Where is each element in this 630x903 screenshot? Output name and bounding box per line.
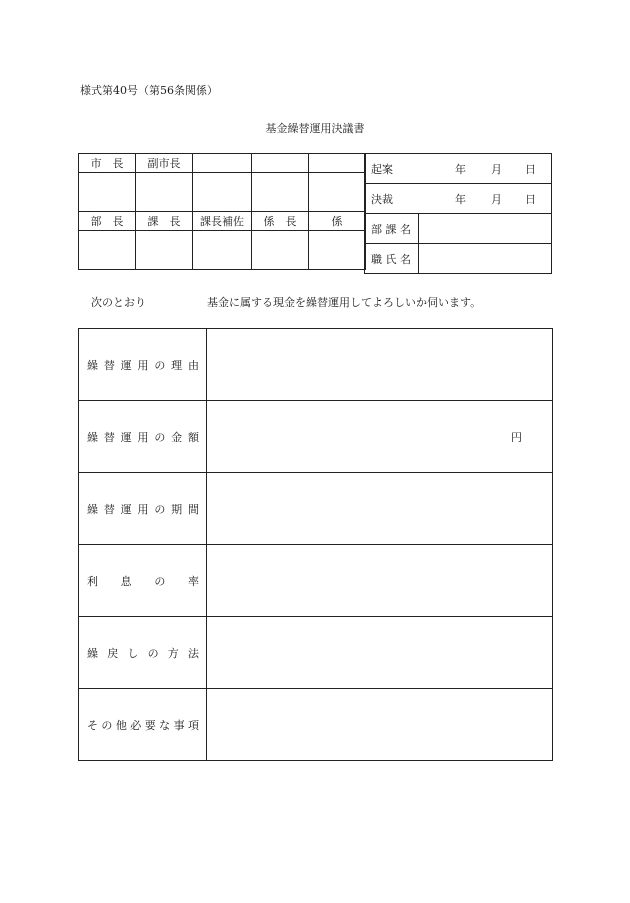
stamp-box[interactable] bbox=[252, 173, 309, 212]
approval-label-assistant-chief: 課長補佐 bbox=[193, 212, 252, 231]
yen-unit: 円 bbox=[511, 430, 522, 444]
stamp-box[interactable] bbox=[193, 173, 252, 212]
day-label: 日 bbox=[525, 162, 536, 176]
form-number: 様式第40号（第56条関係） bbox=[80, 84, 218, 97]
detail-row-repayment bbox=[79, 617, 553, 689]
detail-label: 繰替運用の金額 bbox=[79, 401, 207, 473]
staff-name-field[interactable] bbox=[419, 244, 552, 274]
drafted-label: 起案 bbox=[371, 162, 393, 176]
stamp-box[interactable] bbox=[309, 173, 366, 212]
stamp-box[interactable] bbox=[309, 231, 366, 270]
detail-label: 利息の率 bbox=[79, 545, 207, 617]
other-field[interactable] bbox=[207, 689, 553, 761]
month-label: 月 bbox=[491, 192, 502, 206]
period-field[interactable] bbox=[207, 473, 553, 545]
approval-label-subsection-chief: 係 長 bbox=[252, 212, 309, 231]
stamp-box[interactable] bbox=[79, 173, 136, 212]
detail-table bbox=[78, 328, 553, 761]
detail-row-reason bbox=[79, 329, 553, 401]
detail-label: その他必要な事項 bbox=[79, 689, 207, 761]
year-label: 年 bbox=[455, 192, 466, 206]
stamp-box[interactable] bbox=[79, 231, 136, 270]
draft-info-table bbox=[364, 153, 552, 274]
day-label: 日 bbox=[525, 192, 536, 206]
approval-label-mayor: 市 長 bbox=[79, 154, 136, 173]
detail-row-interest bbox=[79, 545, 553, 617]
intro-statement: 基金に属する現金を繰替運用してよろしいか伺います。 bbox=[207, 296, 482, 309]
department-field[interactable] bbox=[419, 214, 552, 244]
year-label: 年 bbox=[455, 162, 466, 176]
approval-label-director: 部 長 bbox=[79, 212, 136, 231]
amount-field[interactable] bbox=[207, 401, 553, 473]
stamp-box[interactable] bbox=[252, 231, 309, 270]
staff-name-label: 職 氏 名 bbox=[365, 244, 419, 274]
approval-stamp-grid bbox=[78, 153, 366, 270]
detail-row-amount bbox=[79, 401, 553, 473]
document-title: 基金繰替運用決議書 bbox=[265, 122, 365, 135]
approval-label-blank bbox=[193, 154, 252, 173]
stamp-box[interactable] bbox=[136, 173, 193, 212]
stamp-box[interactable] bbox=[136, 231, 193, 270]
detail-label: 繰戻しの方法 bbox=[79, 617, 207, 689]
reason-field[interactable] bbox=[207, 329, 553, 401]
detail-row-period bbox=[79, 473, 553, 545]
interest-field[interactable] bbox=[207, 545, 553, 617]
month-label: 月 bbox=[491, 162, 502, 176]
department-label: 部 課 名 bbox=[365, 214, 419, 244]
detail-row-other bbox=[79, 689, 553, 761]
detail-label: 繰替運用の理由 bbox=[79, 329, 207, 401]
approval-label-section-chief: 課 長 bbox=[136, 212, 193, 231]
repayment-field[interactable] bbox=[207, 617, 553, 689]
decided-date-field[interactable] bbox=[365, 184, 552, 214]
drafted-date-field[interactable] bbox=[365, 154, 552, 184]
approval-label-deputy-mayor: 副市長 bbox=[136, 154, 193, 173]
detail-label: 繰替運用の期間 bbox=[79, 473, 207, 545]
approval-label-blank bbox=[309, 154, 366, 173]
decided-label: 決裁 bbox=[371, 192, 393, 206]
intro-prefix: 次のとおり bbox=[91, 296, 146, 309]
approval-label-staff: 係 bbox=[309, 212, 366, 231]
approval-label-blank bbox=[252, 154, 309, 173]
stamp-box[interactable] bbox=[193, 231, 252, 270]
